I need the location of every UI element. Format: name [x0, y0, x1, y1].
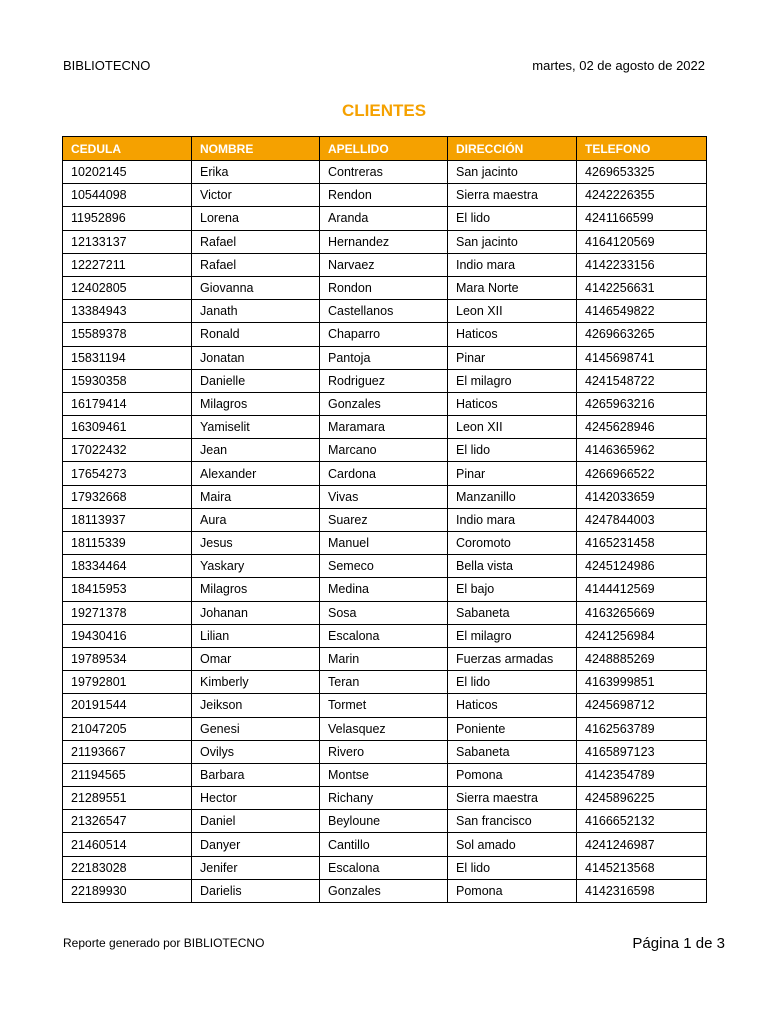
nombre-cell: Darielis [192, 879, 320, 902]
telefono-cell: 4266966522 [577, 462, 707, 485]
page-indicator: Página 1 de 3 [632, 935, 725, 952]
telefono-cell: 4241246987 [577, 833, 707, 856]
table-row [63, 879, 707, 902]
telefono-cell: 4145698741 [577, 346, 707, 369]
cedula-cell: 18415953 [63, 578, 192, 601]
direccion-cell: El lido [448, 671, 577, 694]
cedula-cell: 15930358 [63, 369, 192, 392]
apellido-cell: Maramara [320, 416, 448, 439]
apellido-cell: Montse [320, 763, 448, 786]
telefono-cell: 4163999851 [577, 671, 707, 694]
nombre-cell: Maira [192, 485, 320, 508]
nombre-cell: Janath [192, 300, 320, 323]
apellido-cell: Beyloune [320, 810, 448, 833]
direccion-cell: Coromoto [448, 532, 577, 555]
cedula-cell: 10202145 [63, 161, 192, 184]
cedula-cell: 21193667 [63, 740, 192, 763]
apellido-cell: Manuel [320, 532, 448, 555]
apellido-cell: Castellanos [320, 300, 448, 323]
apellido-cell: Suarez [320, 508, 448, 531]
cedula-cell: 11952896 [63, 207, 192, 230]
report-title: CLIENTES [341, 101, 427, 120]
cedula-cell: 12133137 [63, 230, 192, 253]
cedula-cell: 19430416 [63, 624, 192, 647]
cedula-cell: 21289551 [63, 787, 192, 810]
direccion-cell: Fuerzas armadas [448, 647, 577, 670]
telefono-cell: 4245628946 [577, 416, 707, 439]
cedula-cell: 16179414 [63, 392, 192, 415]
column-header-telefono: TELEFONO [577, 137, 707, 161]
telefono-cell: 4245698712 [577, 694, 707, 717]
nombre-cell: Kimberly [192, 671, 320, 694]
table-row [63, 532, 707, 555]
table-row [63, 717, 707, 740]
table-row [63, 578, 707, 601]
table-row [63, 346, 707, 369]
telefono-cell: 4165231458 [577, 532, 707, 555]
direccion-cell: Sabaneta [448, 601, 577, 624]
table-row [63, 740, 707, 763]
apellido-cell: Rondon [320, 276, 448, 299]
column-header-cedula: CEDULA [63, 137, 192, 161]
telefono-cell: 4164120569 [577, 230, 707, 253]
table-row [63, 416, 707, 439]
nombre-cell: Lilian [192, 624, 320, 647]
table-row [63, 856, 707, 879]
cedula-cell: 18113937 [63, 508, 192, 531]
nombre-cell: Barbara [192, 763, 320, 786]
direccion-cell: San jacinto [448, 230, 577, 253]
apellido-cell: Teran [320, 671, 448, 694]
telefono-cell: 4146365962 [577, 439, 707, 462]
direccion-cell: Manzanillo [448, 485, 577, 508]
cedula-cell: 15831194 [63, 346, 192, 369]
column-header-nombre: NOMBRE [192, 137, 320, 161]
cedula-cell: 17022432 [63, 439, 192, 462]
apellido-cell: Rivero [320, 740, 448, 763]
nombre-cell: Milagros [192, 392, 320, 415]
nombre-cell: Jenifer [192, 856, 320, 879]
telefono-cell: 4162563789 [577, 717, 707, 740]
nombre-cell: Milagros [192, 578, 320, 601]
telefono-cell: 4142316598 [577, 879, 707, 902]
nombre-cell: Johanan [192, 601, 320, 624]
nombre-cell: Giovanna [192, 276, 320, 299]
cedula-cell: 20191544 [63, 694, 192, 717]
cedula-cell: 22189930 [63, 879, 192, 902]
report-header-date: martes, 02 de agosto de 2022 [532, 58, 705, 73]
apellido-cell: Escalona [320, 856, 448, 879]
cedula-cell: 19271378 [63, 601, 192, 624]
cedula-cell: 21194565 [63, 763, 192, 786]
cedula-cell: 19792801 [63, 671, 192, 694]
table-row [63, 833, 707, 856]
direccion-cell: Sabaneta [448, 740, 577, 763]
cedula-cell: 15589378 [63, 323, 192, 346]
direccion-cell: Sierra maestra [448, 787, 577, 810]
table-row [63, 300, 707, 323]
nombre-cell: Jesus [192, 532, 320, 555]
direccion-cell: San jacinto [448, 161, 577, 184]
apellido-cell: Aranda [320, 207, 448, 230]
nombre-cell: Ovilys [192, 740, 320, 763]
telefono-cell: 4247844003 [577, 508, 707, 531]
telefono-cell: 4242226355 [577, 184, 707, 207]
nombre-cell: Victor [192, 184, 320, 207]
table-row [63, 161, 707, 184]
apellido-cell: Rendon [320, 184, 448, 207]
telefono-cell: 4269663265 [577, 323, 707, 346]
table-row [63, 508, 707, 531]
direccion-cell: Pomona [448, 763, 577, 786]
nombre-cell: Hector [192, 787, 320, 810]
nombre-cell: Genesi [192, 717, 320, 740]
apellido-cell: Cantillo [320, 833, 448, 856]
direccion-cell: Pinar [448, 346, 577, 369]
direccion-cell: El milagro [448, 369, 577, 392]
column-header-apellido: APELLIDO [320, 137, 448, 161]
direccion-cell: El milagro [448, 624, 577, 647]
apellido-cell: Hernandez [320, 230, 448, 253]
table-row [63, 601, 707, 624]
direccion-cell: Poniente [448, 717, 577, 740]
direccion-cell: El lido [448, 856, 577, 879]
apellido-cell: Escalona [320, 624, 448, 647]
report-footer-note: Reporte generado por BIBLIOTECNO [63, 936, 265, 950]
table-row [63, 276, 707, 299]
nombre-cell: Ronald [192, 323, 320, 346]
telefono-cell: 4245896225 [577, 787, 707, 810]
direccion-cell: Pomona [448, 879, 577, 902]
telefono-cell: 4166652132 [577, 810, 707, 833]
table-row [63, 485, 707, 508]
nombre-cell: Yaskary [192, 555, 320, 578]
cedula-cell: 18115339 [63, 532, 192, 555]
cedula-cell: 21460514 [63, 833, 192, 856]
cedula-cell: 18334464 [63, 555, 192, 578]
table-row [63, 671, 707, 694]
apellido-cell: Richany [320, 787, 448, 810]
nombre-cell: Daniel [192, 810, 320, 833]
table-row [63, 230, 707, 253]
nombre-cell: Omar [192, 647, 320, 670]
apellido-cell: Chaparro [320, 323, 448, 346]
table-row [63, 810, 707, 833]
nombre-cell: Jonatan [192, 346, 320, 369]
table-row [63, 369, 707, 392]
table-row [63, 439, 707, 462]
table-row [63, 647, 707, 670]
direccion-cell: El lido [448, 207, 577, 230]
telefono-cell: 4245124986 [577, 555, 707, 578]
direccion-cell: Haticos [448, 323, 577, 346]
cedula-cell: 16309461 [63, 416, 192, 439]
cedula-cell: 12227211 [63, 253, 192, 276]
direccion-cell: Leon XII [448, 300, 577, 323]
table-row [63, 787, 707, 810]
cedula-cell: 12402805 [63, 276, 192, 299]
direccion-cell: Indio mara [448, 508, 577, 531]
telefono-cell: 4165897123 [577, 740, 707, 763]
telefono-cell: 4142256631 [577, 276, 707, 299]
table-row [63, 624, 707, 647]
cedula-cell: 17932668 [63, 485, 192, 508]
cedula-cell: 22183028 [63, 856, 192, 879]
apellido-cell: Tormet [320, 694, 448, 717]
telefono-cell: 4163265669 [577, 601, 707, 624]
nombre-cell: Erika [192, 161, 320, 184]
nombre-cell: Aura [192, 508, 320, 531]
direccion-cell: Sierra maestra [448, 184, 577, 207]
apellido-cell: Sosa [320, 601, 448, 624]
table-row [63, 694, 707, 717]
direccion-cell: Bella vista [448, 555, 577, 578]
cedula-cell: 17654273 [63, 462, 192, 485]
table-header-row [63, 137, 707, 161]
apellido-cell: Gonzales [320, 879, 448, 902]
telefono-cell: 4145213568 [577, 856, 707, 879]
telefono-cell: 4241256984 [577, 624, 707, 647]
nombre-cell: Jeikson [192, 694, 320, 717]
apellido-cell: Cardona [320, 462, 448, 485]
apellido-cell: Rodriguez [320, 369, 448, 392]
direccion-cell: Pinar [448, 462, 577, 485]
nombre-cell: Alexander [192, 462, 320, 485]
apellido-cell: Semeco [320, 555, 448, 578]
report-header-app-name: BIBLIOTECNO [63, 58, 151, 73]
direccion-cell: Sol amado [448, 833, 577, 856]
nombre-cell: Yamiselit [192, 416, 320, 439]
direccion-cell: Mara Norte [448, 276, 577, 299]
telefono-cell: 4269653325 [577, 161, 707, 184]
direccion-cell: Haticos [448, 392, 577, 415]
telefono-cell: 4142354789 [577, 763, 707, 786]
nombre-cell: Rafael [192, 230, 320, 253]
table-row [63, 555, 707, 578]
table-header [63, 137, 707, 161]
table-row [63, 462, 707, 485]
direccion-cell: Haticos [448, 694, 577, 717]
direccion-cell: Indio mara [448, 253, 577, 276]
nombre-cell: Lorena [192, 207, 320, 230]
apellido-cell: Velasquez [320, 717, 448, 740]
apellido-cell: Marcano [320, 439, 448, 462]
cedula-cell: 13384943 [63, 300, 192, 323]
table-row [63, 763, 707, 786]
apellido-cell: Contreras [320, 161, 448, 184]
cedula-cell: 10544098 [63, 184, 192, 207]
telefono-cell: 4142233156 [577, 253, 707, 276]
telefono-cell: 4265963216 [577, 392, 707, 415]
cedula-cell: 21047205 [63, 717, 192, 740]
telefono-cell: 4248885269 [577, 647, 707, 670]
table-row [63, 253, 707, 276]
cedula-cell: 21326547 [63, 810, 192, 833]
nombre-cell: Jean [192, 439, 320, 462]
direccion-cell: San francisco [448, 810, 577, 833]
telefono-cell: 4146549822 [577, 300, 707, 323]
clients-table [62, 136, 707, 903]
apellido-cell: Marin [320, 647, 448, 670]
apellido-cell: Gonzales [320, 392, 448, 415]
nombre-cell: Danielle [192, 369, 320, 392]
table-row [63, 207, 707, 230]
apellido-cell: Vivas [320, 485, 448, 508]
table-row [63, 323, 707, 346]
telefono-cell: 4142033659 [577, 485, 707, 508]
table-row [63, 392, 707, 415]
direccion-cell: El bajo [448, 578, 577, 601]
table-body [63, 161, 707, 903]
direccion-cell: El lido [448, 439, 577, 462]
telefono-cell: 4144412569 [577, 578, 707, 601]
cedula-cell: 19789534 [63, 647, 192, 670]
nombre-cell: Rafael [192, 253, 320, 276]
telefono-cell: 4241166599 [577, 207, 707, 230]
nombre-cell: Danyer [192, 833, 320, 856]
apellido-cell: Medina [320, 578, 448, 601]
telefono-cell: 4241548722 [577, 369, 707, 392]
apellido-cell: Narvaez [320, 253, 448, 276]
column-header-direccion: DIRECCIÓN [448, 137, 577, 161]
direccion-cell: Leon XII [448, 416, 577, 439]
apellido-cell: Pantoja [320, 346, 448, 369]
table-row [63, 184, 707, 207]
